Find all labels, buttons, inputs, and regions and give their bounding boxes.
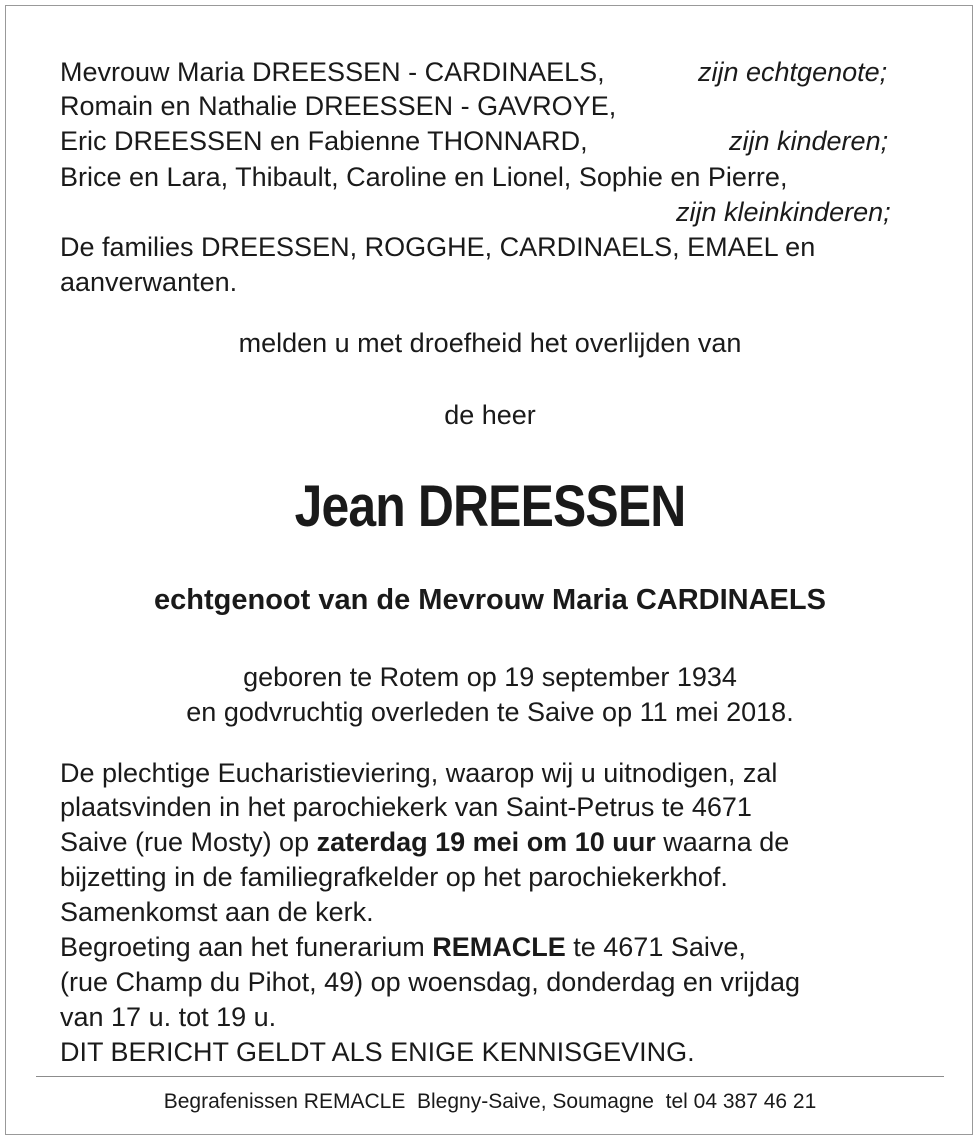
ceremony-line-5: Samenkomst aan de kerk. <box>60 897 374 927</box>
funeral-director-footer: Begrafenissen REMACLE Blegny-Saive, Soumagne tel 04 387 46 21 <box>163 1090 817 1113</box>
sole-notice-line: DIT BERICHT GELDT ALS ENIGE KENNISGEVING. <box>60 1037 695 1067</box>
ceremony-line-3-end: waarna de <box>655 827 790 857</box>
ceremony-line-1: De plechtige Eucharistieviering, waarop wij u uitnodigen, zal <box>60 758 778 788</box>
family-line-spouse: Mevrouw Maria DREESSEN - CARDINAELS, <box>60 57 605 87</box>
ceremony-line-8: van 17 u. tot 19 u. <box>60 1002 277 1032</box>
family-line-families: De families DREESSEN, ROGGHE, CARDINAELS, EMAEL en <box>60 232 816 262</box>
role-spouse: zijn echtgenote; <box>698 57 888 87</box>
family-line-grandchildren: Brice en Lara, Thibault, Caroline en Lionel, Sophie en Pierre, <box>60 162 788 192</box>
ceremony-line-3 <box>60 825 789 859</box>
ceremony-datetime: zaterdag 19 mei om 10 uur <box>316 827 656 857</box>
announcement-text: melden u met droefheid het overlijden van <box>238 328 742 358</box>
honorific: de heer <box>444 400 536 430</box>
ceremony-line-6-end: te 4671 Saive, <box>565 932 746 962</box>
family-line-child-2: Eric DREESSEN en Fabienne THONNARD, <box>60 126 588 156</box>
role-children: zijn kinderen; <box>729 126 889 156</box>
role-grandchildren: zijn kleinkinderen; <box>676 197 891 227</box>
ceremony-line-6-start: Begroeting aan het funerarium <box>60 932 433 962</box>
ceremony-line-3-start: Saive (rue Mosty) op <box>60 827 317 857</box>
ceremony-line-4: bijzetting in de familiegrafkelder op het parochiekerkhof. <box>60 862 728 892</box>
ceremony-line-6 <box>60 930 746 964</box>
death-line: en godvruchtig overleden te Saive op 11 mei 2018. <box>186 697 794 727</box>
funeral-home-name: REMACLE <box>432 932 566 962</box>
birth-line: geboren te Rotem op 19 september 1934 <box>243 662 737 692</box>
deceased-name: Jean DREESSEN <box>294 474 686 539</box>
ceremony-line-7: (rue Champ du Pihot, 49) op woensdag, donderdag en vrijdag <box>60 967 800 997</box>
family-line-relatives: aanverwanten. <box>60 267 238 297</box>
footer-divider <box>36 1076 944 1077</box>
ceremony-line-2: plaatsvinden in het parochiekerk van Saint-Petrus te 4671 <box>60 792 752 822</box>
spouse-line: echtgenoot van de Mevrouw Maria CARDINAELS <box>154 584 826 616</box>
family-line-child-1: Romain en Nathalie DREESSEN - GAVROYE, <box>60 91 617 121</box>
